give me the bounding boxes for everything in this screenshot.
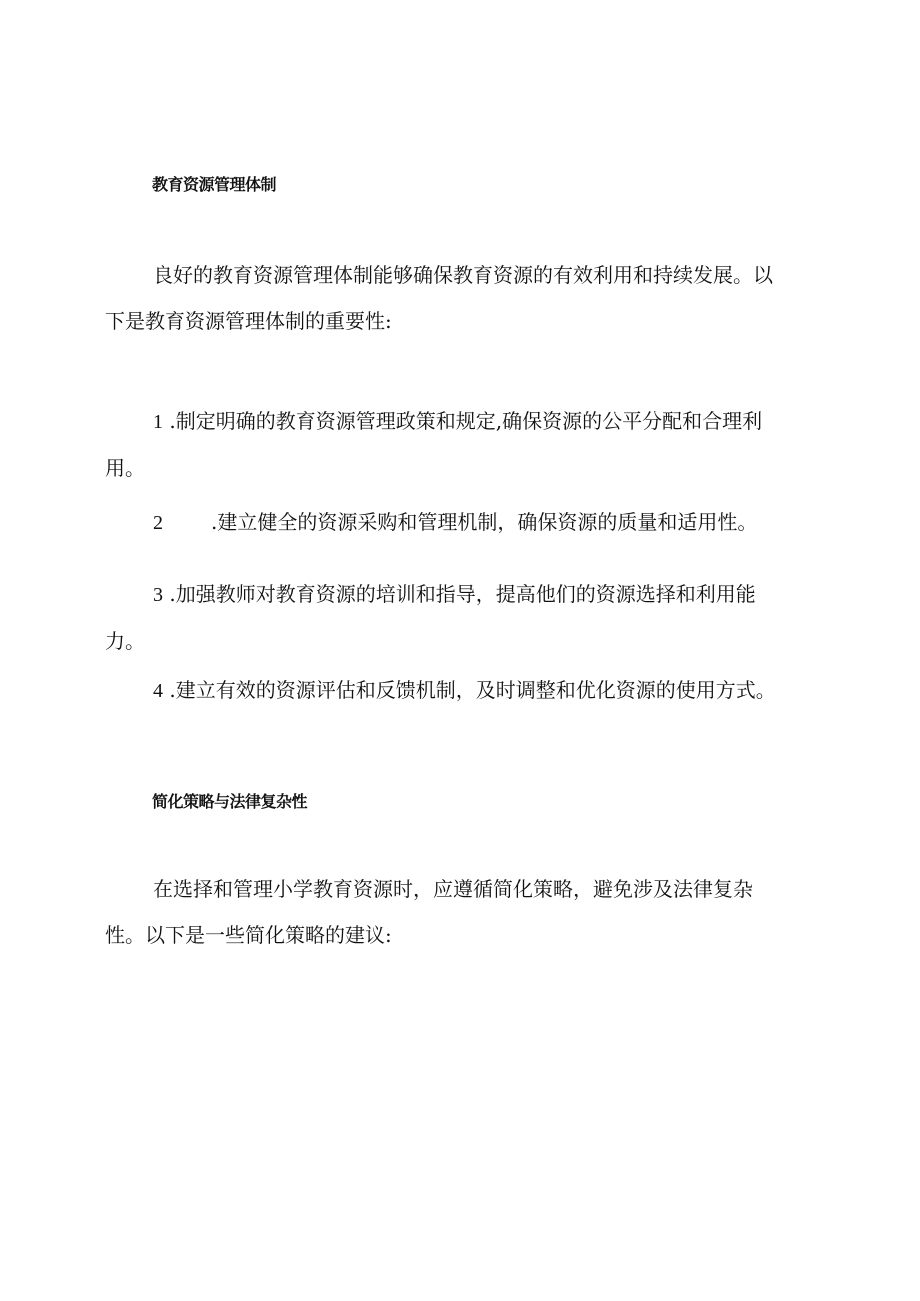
list-item-number: 4 <box>153 680 163 702</box>
section-heading-simplification-strategy: 简化策略与法律复杂性 <box>152 792 308 811</box>
list-item-number: 2 <box>153 512 163 534</box>
paragraph-line: 性。以下是一些简化策略的建议: <box>105 923 392 947</box>
list-item-line <box>105 571 756 618</box>
list-item <box>105 667 776 714</box>
list-item-text: .制定明确的教育资源管理政策和规定,确保资源的公平分配和合理利 <box>169 409 763 433</box>
list-item <box>105 398 762 491</box>
list-item-line: 力。 <box>105 629 145 653</box>
list-item <box>105 499 757 546</box>
list-item <box>105 571 756 664</box>
intro-paragraph-simplification <box>105 866 753 958</box>
list-item-number: 3 <box>153 584 163 606</box>
section-heading-resource-management: 教育资源管理体制 <box>152 175 277 194</box>
list-item-line: 用。 <box>105 456 145 480</box>
list-item-line <box>105 667 776 714</box>
list-item-line <box>105 499 757 546</box>
list-item-number: 1 <box>153 411 163 433</box>
list-item-line <box>105 398 762 445</box>
list-item-text: .建立健全的资源采购和管理机制，确保资源的质量和适用性。 <box>211 510 758 534</box>
intro-paragraph-resource-management <box>105 252 773 344</box>
paragraph-line: 下是教育资源管理体制的重要性: <box>105 309 392 333</box>
paragraph-line: 良好的教育资源管理体制能够确保教育资源的有效利用和持续发展。以 <box>153 263 773 287</box>
paragraph-line: 在选择和管理小学教育资源时，应遵循简化策略，避免涉及法律复杂 <box>153 877 753 901</box>
list-item-text: .加强教师对教育资源的培训和指导，提高他们的资源选择和利用能 <box>169 582 756 606</box>
list-item-text: .建立有效的资源评估和反馈机制，及时调整和优化资源的使用方式。 <box>169 678 776 702</box>
